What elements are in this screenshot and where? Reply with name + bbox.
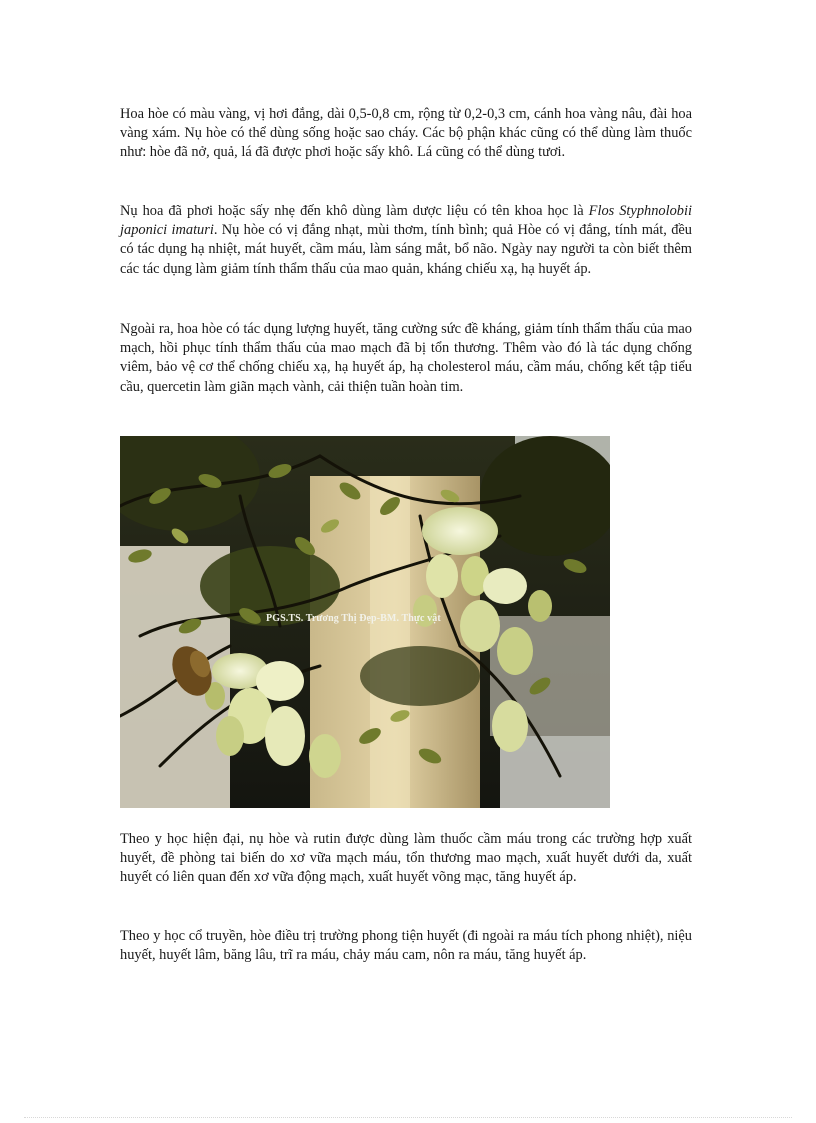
photo-watermark-caption: PGS.TS. Trương Thị Đẹp-BM. Thực vật [266,613,441,624]
page-bottom-divider [24,1117,792,1118]
paragraph-effects: Ngoài ra, hoa hòe có tác dụng lượng huyết, tăng cường sức đề kháng, giảm tính thẩm thấu của mao mạch, hồi phục tính thẩm thấu của mao mạch đã bị tổn thương. Thêm vào đó là tác dụng chống viêm, bảo vệ cơ thể chống chiếu xạ, hạ huyết áp, hạ cholesterol máu, cầm máu, chống kết tập tiểu cầu, quercetin làm giãn mạch vành, cải thiện tuần hoàn tim. [120,321,692,395]
paragraph-traditional-medicine: Theo y học cổ truyền, hòe điều trị trường phong tiện huyết (đi ngoài ra máu tích phong nhiệt), niệu huyết, huyết lâm, băng lâu, trĩ ra máu, chảy máu cam, nôn ra máu, tăng huyết áp. [120,928,692,964]
paragraph-text-before-latin: Nụ hoa đã phơi hoặc sấy nhẹ đến khô dùng làm dược liệu có tên khoa học là [120,203,589,219]
latin-scientific-name: Flos Styphnolobii japonici imaturi [120,203,692,239]
flower-photo [120,436,610,808]
paragraph-modern-medicine: Theo y học hiện đại, nụ hòe và rutin được dùng làm thuốc cầm máu trong các trường hợp xuất huyết, đề phòng tai biến do xơ vữa mạch máu, tổn thương mao mạch, xuất huyết dưới da, xuất huyết có liên quan đến xơ vữa động mạch, xuất huyết võng mạc, tăng huyết áp. [120,831,692,886]
paragraph-medicinal-name [120,202,692,279]
paragraph-flower-description: Hoa hòe có màu vàng, vị hơi đắng, dài 0,5-0,8 cm, rộng từ 0,2-0,3 cm, cánh hoa vàng nâu, đài hoa vàng xám. Nụ hòe có thể dùng sống hoặc sao cháy. Các bộ phận khác cũng có thể dùng làm thuốc như: hòe đã nở, quả, lá đã được phơi hoặc sấy khô. Lá cũng có thể dùng tươi. [120,106,692,161]
paragraph-text-after-latin: . Nụ hòe có vị đắng nhạt, mùi thơm, tính bình; quả Hòe có vị đắng, tính mát, đều có tác dụng hạ nhiệt, mát huyết, cầm máu, làm sáng mắt, bổ não. Ngày nay người ta còn biết thêm các tác dụng làm giảm tính thẩm thấu của mao quản, kháng chiếu xạ, hạ huyết áp. [120,222,692,277]
